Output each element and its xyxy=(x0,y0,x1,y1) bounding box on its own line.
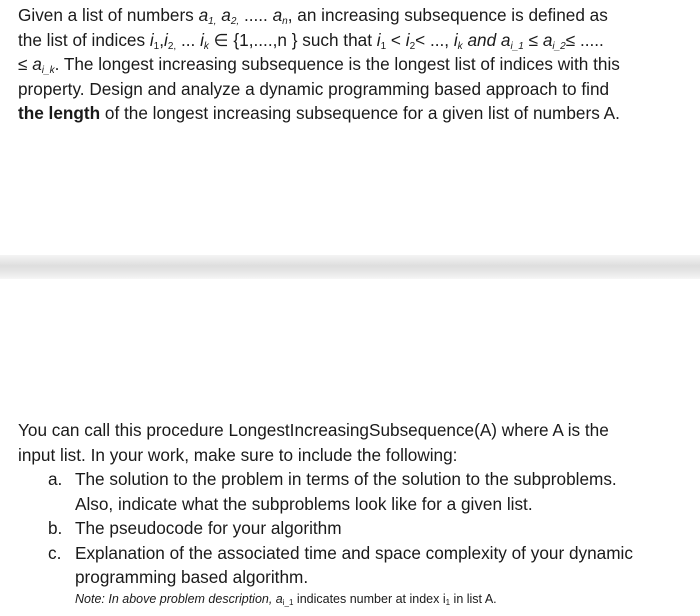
list-marker: b. xyxy=(48,518,63,538)
requirement-item-c: c. Explanation of the associated time and space complexity of your dynamic programming based algorithm. xyxy=(48,542,633,587)
problem-statement xyxy=(18,3,690,126)
requirements-list xyxy=(18,467,694,590)
problem-line-4: property. Design and analyze a dynamic programming based approach to find xyxy=(18,78,610,99)
problem-line-1: Given a list of numbers $a_{1,}$ $a_{2,}$ ..... $a_n$, an increasing subsequence is defined as xyxy=(18,5,608,27)
requirement-item-b: b. The pseudocode for your algorithm xyxy=(18,516,694,541)
instructions-line-1: You can call this procedure LongestIncreasingSubsequence(A) where A is the xyxy=(18,420,609,440)
problem-line-3: ≤ $a_{i\_k}$. The longest increasing subsequence is the longest list of indices with this xyxy=(18,54,620,76)
instructions xyxy=(18,418,694,590)
problem-line-2: the list of indices $i_1,i_{2,}$ ... $i_k$ ∈ {1,....,n } such that $i_1 < i_2<$ ..., $i_k$ and $a_{i\_1} \le a_{i\_2}\le$ ..... xyxy=(18,29,604,52)
instructions-line-2: input list. In your work, make sure to include the following: xyxy=(18,444,458,465)
requirement-item-a: a. The solution to the problem in terms of the solution to the subproblems. Also, indicate what the subproblems look like for a given list. xyxy=(48,469,617,514)
emphasis-length: the length xyxy=(18,103,101,123)
list-marker: a. xyxy=(48,469,63,489)
problem-line-5: the length of the longest increasing subsequence for a given list of numbers A. xyxy=(18,103,620,123)
list-marker: c. xyxy=(48,542,62,563)
section-divider xyxy=(0,255,700,279)
footnote: Note: In above problem description, $a_{i\_1}$ indicates number at index $i_1$ in list A. xyxy=(75,592,497,607)
